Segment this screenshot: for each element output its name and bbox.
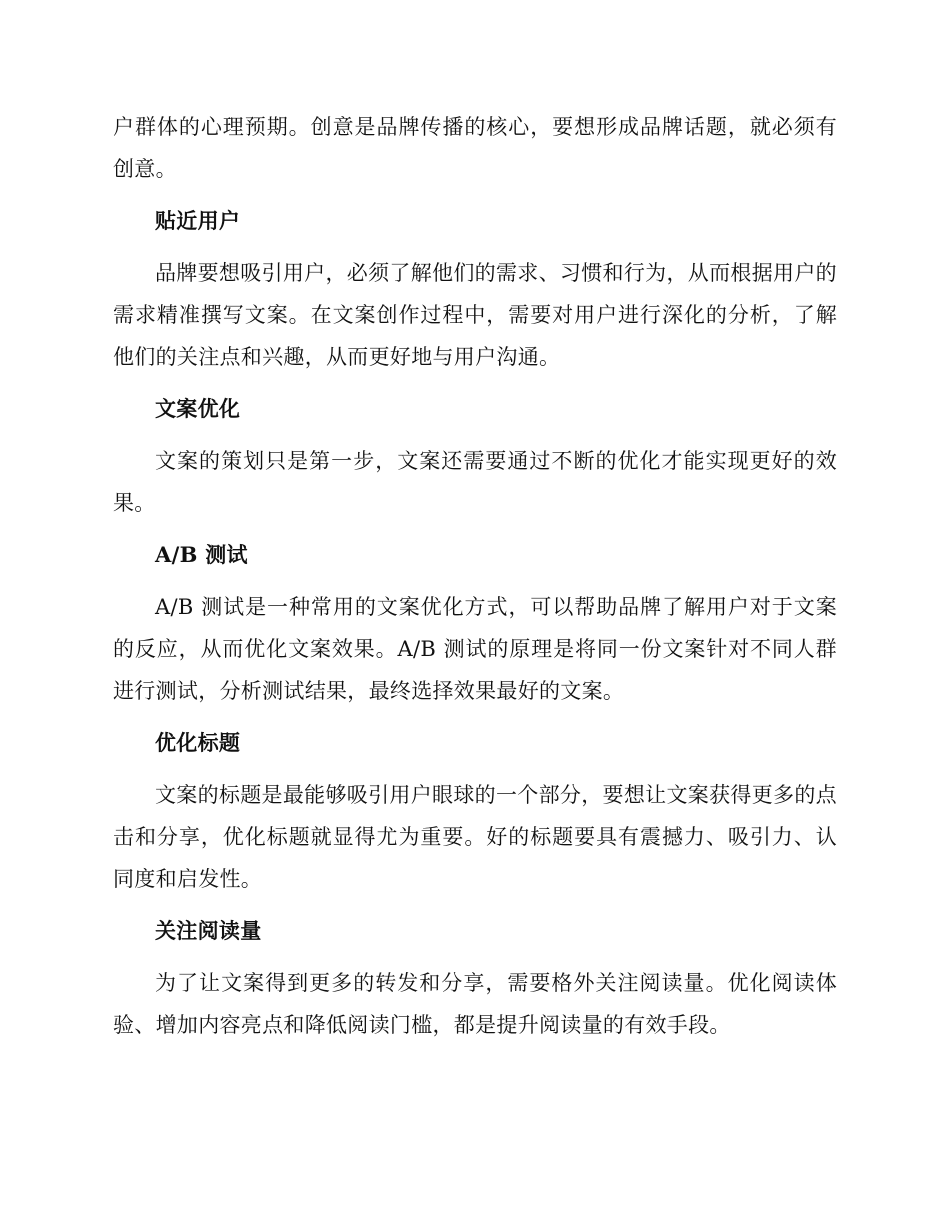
section-body-reading-volume: 为了让文案得到更多的转发和分享，需要格外关注阅读量。优化阅读体验、增加内容亮点和降低阅读门槛，都是提升阅读量的有效手段。 xyxy=(113,971,837,1037)
section-body-optimize-title: 文案的标题是最能够吸引用户眼球的一个部分，要想让文案获得更多的点击和分享，优化标题就显得尤为重要。好的标题要具有震撼力、吸引力、认同度和启发性。 xyxy=(113,783,837,891)
intro-paragraph: 户群体的心理预期。创意是品牌传播的核心，要想形成品牌话题，就必须有创意。 xyxy=(113,115,837,181)
section-heading-ab-testing: A/B 测试 xyxy=(155,542,248,567)
section-body-close-to-users: 品牌要想吸引用户，必须了解他们的需求、习惯和行为，从而根据用户的需求精准撰写文案。在文案创作过程中，需要对用户进行深化的分析，了解他们的关注点和兴趣，从而更好地与用户沟通。 xyxy=(113,261,837,369)
section-heading-reading-volume: 关注阅读量 xyxy=(155,918,262,943)
section-body-copy-optimization: 文案的策划只是第一步，文案还需要通过不断的优化才能实现更好的效果。 xyxy=(113,449,837,515)
section-heading-close-to-users: 贴近用户 xyxy=(155,208,241,233)
section-heading-copy-optimization: 文案优化 xyxy=(155,396,241,421)
document-page xyxy=(113,106,837,1046)
section-heading-optimize-title: 优化标题 xyxy=(155,730,241,755)
section-body-ab-testing: A/B 测试是一种常用的文案优化方式，可以帮助品牌了解用户对于文案的反应，从而优化文案效果。A/B 测试的原理是将同一份文案针对不同人群进行测试，分析测试结果，最终选择效果最好的文案。 xyxy=(113,595,837,703)
